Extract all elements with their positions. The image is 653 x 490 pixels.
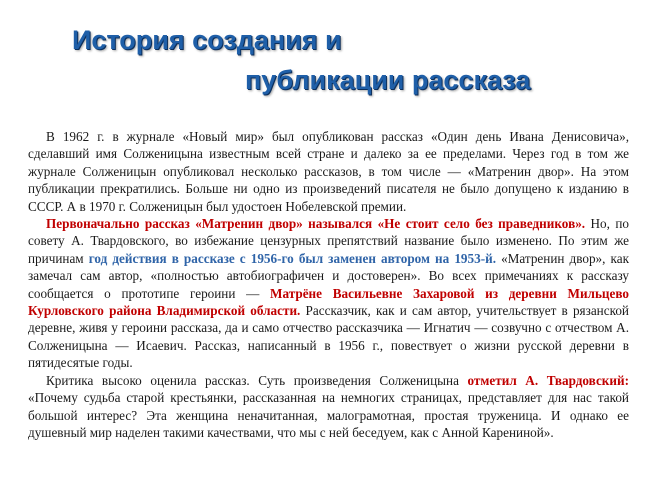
text-segment: Но, по совету А. Твардовского, во избежание цензурных препятствий название было изменено. По этим же причинам [28,216,629,266]
body-text [28,128,629,441]
text-segment: «Почему судьба старой крестьянки, рассказанная на немногих страницах, представляет для нас такой большой интерес? Эта женщина неначитанная, малограмотная, простая труженица. И однако ее душевный мир наделен такими качествами, что мы с ней беседуем, как с Анной Карениной». [28,390,629,440]
text-segment: Рассказчик, как и сам автор, учительствует в рязанской деревне, живя у героини рассказа, да и само отчество рассказчика — Игнатич — созвучно с отчеством А. Солженицына — Исаевич. Рассказ, написанный в 1956 г., повествует о жизни русской деревни в пятидесятые годы. [28,303,629,371]
highlight-year-change: год действия в рассказе с 1956-го был заменен автором на 1953-й. [88,250,496,266]
text-segment: В 1962 г. в журнале «Новый мир» был опубликован рассказ «Один день Ивана Денисовича», сделавший имя Солженицына известным всей стране и далеко за ее пределами. Через год в том же журнале Солженицын опубликовал несколько рассказов, в том числе — «Матренин двор». На этом публикации прекратились. Больше ни одно из произведений писателя не было допущено к изданию в СССР. А в 1970 г. Солженицын был удостоен Нобелевской премии. [28,129,629,214]
highlight-prototype: Матрёне Васильевне Захаровой из деревни Мильцево Курловского района Владимирской области. [28,285,629,319]
text-segment: «Матренин двор», как замечал сам автор, «полностью автобиографичен и достоверен». Во всех примечаниях к рассказу сообщается о прототипе героини — [28,250,629,301]
title-line-1: История создания и [72,25,342,55]
paragraph-3 [28,372,629,442]
text-segment: Критика высоко оценила рассказ. Суть произведения Солженицына [46,372,468,388]
highlight-tvardovsky: отметил А. Твардовский: [467,372,629,388]
paragraph-2 [28,215,629,372]
paragraph-1 [28,128,629,215]
title-line-2: публикации рассказа [245,65,531,95]
highlight-original-title: Первоначально рассказ «Матренин двор» назывался «Не стоит село без праведников». [46,216,586,232]
slide-title [0,0,653,110]
